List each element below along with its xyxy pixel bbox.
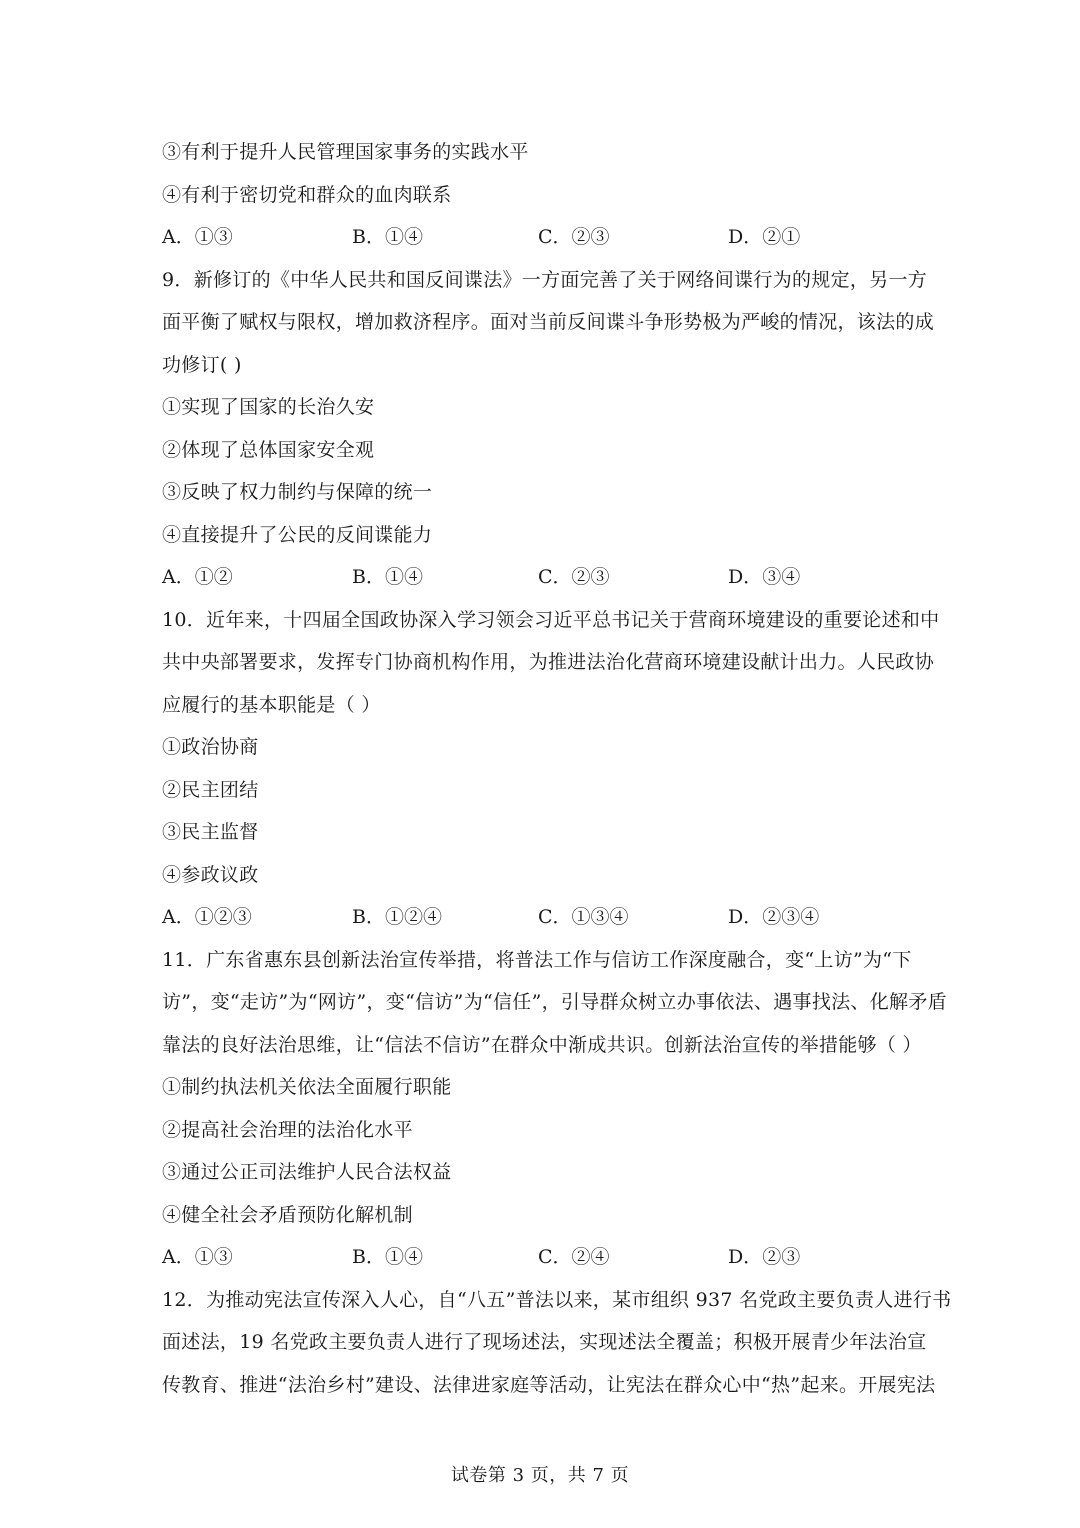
q10-item-4: ④参政议政 <box>162 863 259 886</box>
q11-stem-line-1: 11．广东省惠东县创新法治宣传举措，将普法工作与信访工作深度融合，变“上访”为“下 <box>162 948 912 971</box>
page-content <box>162 131 952 1406</box>
q10-stem-line-3: 应履行的基本职能是（ ） <box>162 693 381 716</box>
q11-item-1: ①制约执法机关依法全面履行职能 <box>162 1076 452 1098</box>
q11-option-d: D．②③ <box>728 1246 801 1268</box>
q11-option-b: B．①④ <box>352 1246 423 1268</box>
q11-option-a: A．①③ <box>162 1246 233 1268</box>
q8-option-b: B．①④ <box>352 226 423 248</box>
q9-item-1: ①实现了国家的长治久安 <box>162 396 375 418</box>
q10-item-3: ③民主监督 <box>162 821 259 843</box>
q8-options <box>162 216 922 259</box>
page-footer: 试卷第 3 页，共 7 页 <box>450 1465 630 1486</box>
q11-option-c: C．②④ <box>538 1246 610 1268</box>
q8-item-4: ④有利于密切党和群众的血肉联系 <box>162 183 452 206</box>
q10-item-2: ②民主团结 <box>162 778 259 801</box>
q9-stem-line-1: 9．新修订的《中华人民共和国反间谍法》一方面完善了关于网络间谍行为的规定，另一方 <box>162 268 928 291</box>
q9-option-c: C．②③ <box>538 566 610 588</box>
q8-option-d: D．②① <box>728 226 801 248</box>
q8-option-a: A．①③ <box>162 226 233 248</box>
q9-item-2: ②体现了总体国家安全观 <box>162 438 375 461</box>
q12-stem-line-2: 面述法，19 名党政主要负责人进行了现场述法，实现述法全覆盖；积极开展青少年法治宣 <box>162 1331 927 1353</box>
q9-stem-line-3: 功修订( ) <box>162 353 242 376</box>
q10-item-1: ①政治协商 <box>162 736 259 758</box>
q10-stem-line-2: 共中央部署要求，发挥专门协商机构作用，为推进法治化营商环境建设献计出力。人民政协 <box>162 651 935 673</box>
q11-stem-line-2: 访”，变“走访”为“网访”，变“信访”为“信任”，引导群众树立办事依法、遇事找法、化解矛盾 <box>162 991 947 1013</box>
q11-stem-line-3: 靠法的良好法治思维，让“信法不信访”在群众中渐成共识。创新法治宣传的举措能够（ ） <box>162 1033 922 1056</box>
q9-option-a: A．①② <box>162 566 233 588</box>
q12-stem-line-1: 12．为推动宪法宣传深入人心，自“八五”普法以来，某市组织 937 名党政主要负责人进行书 <box>162 1288 952 1311</box>
q12-stem-line-3: 传教育、推进“法治乡村”建设、法律进家庭等活动，让宪法在群众心中“热”起来。开展宪法 <box>162 1373 936 1396</box>
q10-option-a: A．①②③ <box>162 906 252 928</box>
q9-options <box>162 556 922 599</box>
q10-options <box>162 896 922 939</box>
q8-item-3: ③有利于提升人民管理国家事务的实践水平 <box>162 141 529 163</box>
q9-option-d: D．③④ <box>728 566 801 588</box>
q10-stem-line-1: 10．近年来，十四届全国政协深入学习领会习近平总书记关于营商环境建设的重要论述和中 <box>162 608 940 631</box>
q10-option-b: B．①②④ <box>352 906 442 928</box>
q11-item-4: ④健全社会矛盾预防化解机制 <box>162 1203 413 1226</box>
q9-item-4: ④直接提升了公民的反间谍能力 <box>162 523 433 546</box>
q8-option-c: C．②③ <box>538 226 610 248</box>
q9-stem-line-2: 面平衡了赋权与限权，增加救济程序。面对当前反间谍斗争形势极为严峻的情况，该法的成 <box>162 311 935 333</box>
q11-item-2: ②提高社会治理的法治化水平 <box>162 1118 413 1141</box>
q9-item-3: ③反映了权力制约与保障的统一 <box>162 481 433 503</box>
q11-item-3: ③通过公正司法维护人民合法权益 <box>162 1161 452 1183</box>
q10-option-d: D．②③④ <box>728 906 820 928</box>
q11-options <box>162 1236 922 1279</box>
q9-option-b: B．①④ <box>352 566 423 588</box>
q10-option-c: C．①③④ <box>538 906 629 928</box>
